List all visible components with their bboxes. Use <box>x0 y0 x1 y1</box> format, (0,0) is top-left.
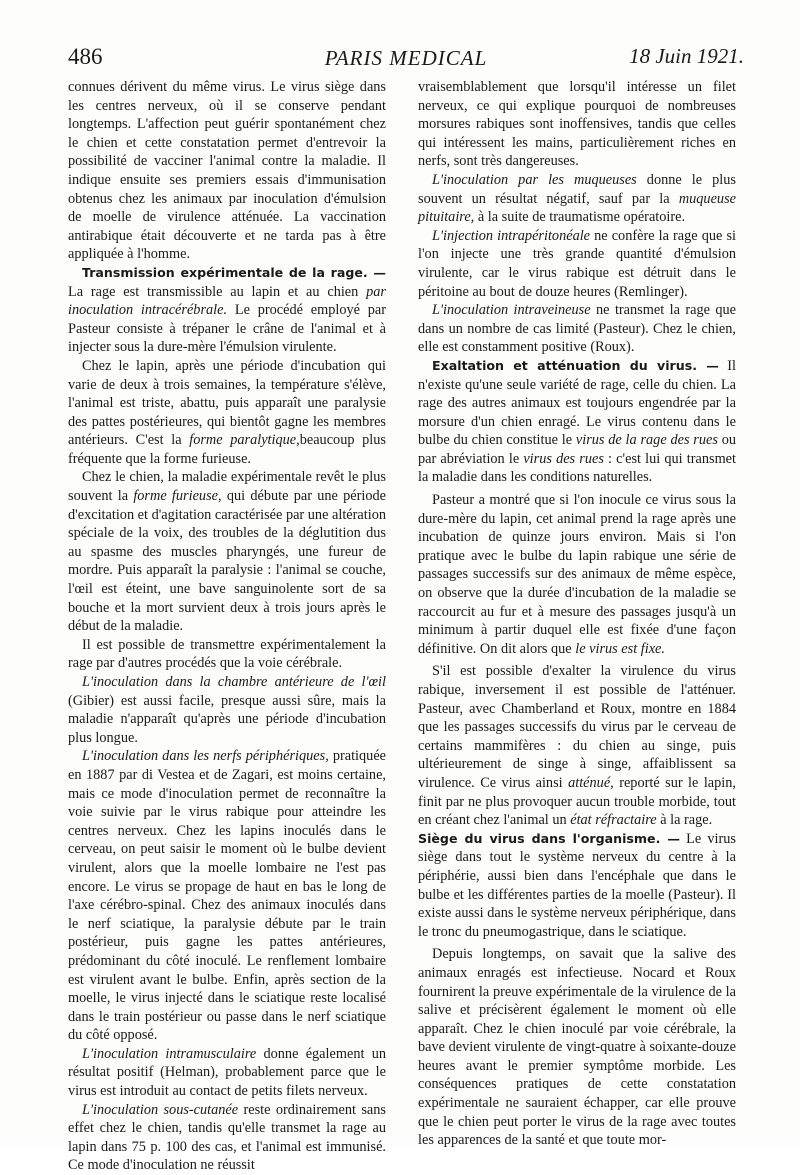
right-text-column <box>418 78 736 1150</box>
italic-term: état réfractaire <box>570 812 657 829</box>
italic-term: le virus est fixe. <box>575 640 665 657</box>
italic-term: L'inoculation dans les nerfs périphériques, <box>82 748 329 765</box>
left-text-column <box>68 78 386 1175</box>
paragraph <box>418 662 736 829</box>
italic-term: muqueuse pituitaire, <box>418 190 736 226</box>
text-run: Pasteur a montré que si l'on inocule ce virus sous la dure-mère du lapin, cet animal prend la rage après une incubation de quinze jours environ. Mais si l'on pratique avec le bulbe du lapin rabique une série de passages successifs sur des animaux de même espèce, on observe que la durée d'incubation de la maladie se raccourcit au fur et à mesure des passages jusqu'à un minimum à partir duquel elle est fixée d'une façon définitive. On dit alors que <box>418 492 736 657</box>
issue-date: 18 Juin 1921. <box>629 44 744 68</box>
italic-term: virus des rues <box>523 450 604 467</box>
paragraph <box>68 1101 386 1175</box>
paragraph <box>68 673 386 747</box>
italic-term: forme paralytique, <box>189 432 300 449</box>
text-run: pratiquée en 1887 par di Vestea et de Zagari, est moins certaine, mais ce mode d'inoculation permet de reconnaître la voie suivie par le virus rabique pour atteindre les centres nerveux. Chez les lapins inoculés dans le cerveau, on peut saisir le moment où le bulbe devient virulent, alors que la moelle lombaire ne l'est pas encore. Le virus se propage de haut en bas le long de l'axe cérébro-spinal. Chez des animaux inoculés dans le nerf sciatique, la paralysie débute par le train postérieur, puis gagne les pattes antérieures, prédominant du côté inoculé. Le renflement lombaire est virulent avant le bulbe. Enfin, après section de la moelle, le virus injecté dans le sciatique reste localisé dans le train postérieur ou passe dans le nerf sciatique du côté opposé. <box>68 748 387 1044</box>
text-run: beaucoup plus fréquente que la forme furieuse. <box>68 432 386 467</box>
paragraph <box>68 264 386 357</box>
page-header <box>68 44 744 74</box>
section-heading: Transmission expérimentale de la rage. — <box>82 264 386 280</box>
italic-term: atténué, <box>568 774 614 791</box>
text-run: Il est possible de transmettre expérimentalement la rage par d'autres procédés que la voie cérébrale. <box>68 636 386 672</box>
paragraph <box>418 301 736 357</box>
text-run: à la rage. <box>656 812 713 829</box>
paragraph <box>418 78 736 171</box>
paragraph <box>418 945 736 1150</box>
paragraph <box>68 78 386 264</box>
text-run: Le procédé employé par Pasteur consiste à trépaner le crâne de l'animal et à injecter sous la dure-mère l'émulsion virulente. <box>68 302 387 356</box>
paragraph <box>68 636 386 673</box>
italic-term: L'inoculation dans la chambre antérieure de l'œil <box>82 674 386 690</box>
text-run: Le virus siège dans tout le système nerveux du centre à la périphérie, aussi bien dans l'encéphale que dans le bulbe et les différentes parties de la moelle (Pasteur). Il existe aussi dans le système nerveux périphérique, dans le tronc du pneumogastrique, dans le sciatique. <box>418 830 736 940</box>
text-run: : c'est lui qui transmet la maladie dans les conditions naturelles. <box>418 450 737 486</box>
text-run: à la suite de traumatisme opératoire. <box>474 209 686 226</box>
text-run: (Gibier) est aussi facile, presque aussi sûre, mais la maladie n'apparaît qu'après une période d'incubation plus longue. <box>68 692 386 746</box>
journal-title: PARIS MEDICAL <box>324 46 488 70</box>
paragraph <box>68 747 386 1045</box>
italic-term: L'inoculation par les muqueuses <box>432 171 637 188</box>
page-number: 486 <box>68 44 103 69</box>
italic-term: forme furieuse, <box>133 488 222 505</box>
text-run: Depuis longtemps, on savait que la salive des animaux enragés est infectieuse. Nocard et Roux fournirent la preuve expérimentale de la virulence de la salive et précisèrent également le moment où elle apparaît. Chez le chien inoculé par voie cérébrale, la bave devient virulente de vingt-quatre à soixante-douze heures avant le premier symptôme morbide. Les conséquences pratiques de cette constatation expérimentale ne sauraient échapper, car elle prouve que le chien peut porter le virus de la rage avec toutes les apparences de la santé et que toute mor- <box>418 946 736 1149</box>
text-run: La rage est transmissible au lapin et au chien <box>68 283 367 300</box>
paragraph <box>418 171 736 227</box>
section-heading: Siège du virus dans l'organisme. — <box>418 830 680 846</box>
paragraph <box>418 830 736 942</box>
italic-term: L'inoculation intraveineuse <box>432 302 591 319</box>
text-run: connues dérivent du même virus. Le virus siège dans les centres nerveux, où il se conserve pendant longtemps. L'affection peut guérir spontanément chez le chien et cette constatation permet d'entrevoir la possibilité de vacciner l'animal contre la maladie. Il indique ensuite ses premiers essais d'immunisation obtenus chez les animaux par inoculation d'émulsion de moelle de virulence atténuée. La vaccination antirabique était découverte et ne tarda pas à être appliquée à l'homme. <box>68 79 386 263</box>
text-run: reste ordinairement sans effet chez le chien, tandis qu'elle transmet la rage au lapin dans 75 p. 100 des cas, et l'animal est immunisé. Ce mode d'inoculation ne réussit <box>68 1101 386 1174</box>
italic-term: L'inoculation sous-cutanée <box>82 1101 239 1118</box>
text-run: ou par abréviation le <box>418 432 737 467</box>
italic-term: par inoculation intracérébrale. <box>68 283 386 319</box>
text-run: reporté sur le lapin, finit par ne plus provoquer aucun trouble morbide, tout en créant chez l'animal un <box>418 774 736 829</box>
paragraph <box>68 468 386 635</box>
text-run: Chez le chien, la maladie expérimentale revêt le plus souvent la <box>68 469 386 505</box>
italic-term: L'injection intrapéritonéale <box>432 227 591 244</box>
text-run: donne également un résultat positif (Helman), probablement parce que le virus est introduit au contact de petits filets nerveux. <box>68 1045 386 1100</box>
italic-term: virus de la rage des rues <box>575 432 718 449</box>
text-run: Il n'existe qu'une seule variété de rage, celle du chien. La rage des autres animaux est toujours engendrée par la morsure d'un chien enragé. Le virus contenu dans le bulbe du chien constitue le <box>418 357 736 449</box>
italic-term: L'inoculation intramusculaire <box>82 1045 257 1062</box>
text-run: ne confère la rage que si l'on injecte une très grande quantité d'émulsion virulente, car le virus rabique est détruit dans le péritoine au bout de douze heures (Remlinger). <box>418 227 736 300</box>
text-run: Chez le lapin, après une période d'incubation qui varie de deux à trois semaines, la température s'élève, l'animal est triste, abattu, puis apparaît une paralysie des pattes postérieures, qui bientôt gagne les membres antérieurs. C'est la <box>68 357 386 449</box>
paragraph <box>68 1045 386 1101</box>
paragraph <box>418 491 736 658</box>
text-run: donne le plus souvent un résultat négatif, sauf par la <box>418 171 736 207</box>
paragraph <box>418 227 736 301</box>
text-run: vraisemblablement que lorsqu'il intéresse un filet nerveux, ce qui explique pourquoi de nombreuses morsures rabiques sont inoffensives, tandis que celles qui intéressent les mains, particulièrement riches en nerfs, sont très dangereuses. <box>418 79 736 170</box>
text-run: ne transmet la rage que dans un nombre de cas limité (Pasteur). Chez le chien, elle est constamment positive (Roux). <box>418 302 737 356</box>
paragraph <box>68 357 386 469</box>
paragraph <box>418 357 736 487</box>
section-heading: Exaltation et atténuation du virus. — <box>432 357 719 373</box>
text-run: qui débute par une période d'excitation et d'agitation caractérisée par une altération spéciale de la voix, des troubles de la déglutition dus au spasme des muscles pharyngés, une fureur de mordre. Puis apparaît la paralysie : l'animal se couche, l'œil est éteint, une bave sanguinolente sort de sa bouche et la mort survient deux à trois jours après le début de la maladie. <box>68 488 386 635</box>
text-run: S'il est possible d'exalter la virulence du virus rabique, inversement il est possible de l'atténuer. Pasteur, avec Chamberland et Roux, montre en 1884 que les passages successifs du virus par le cerveau de certains mammifères : du chien au singe, puis ultérieurement de singe à singe, affaiblissent sa virulence. Ce virus ainsi <box>418 663 736 791</box>
